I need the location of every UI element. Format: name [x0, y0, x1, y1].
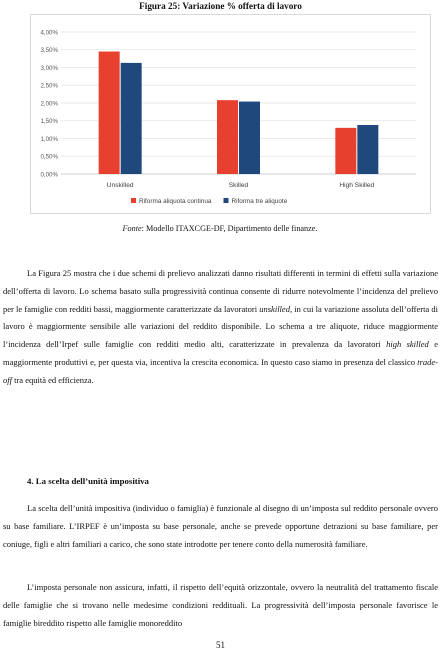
bar	[357, 125, 378, 174]
x-tick-label: High Skilled	[339, 182, 375, 189]
legend-label: Riforma aliquota continua	[139, 198, 212, 205]
paragraph-figure-discussion	[3, 265, 438, 390]
y-tick-label: 0,50%	[40, 153, 58, 161]
bar	[121, 63, 142, 174]
legend-swatch	[131, 198, 136, 203]
legend-swatch	[223, 198, 228, 203]
section-heading: 4. La scelta dell’unità impositiva	[27, 476, 149, 486]
y-tick-label: 2,50%	[40, 82, 58, 90]
bar-chart	[31, 15, 430, 213]
source-label: Fonte	[122, 224, 142, 233]
y-tick-label: 3,00%	[40, 64, 58, 72]
y-tick-label: 3,50%	[40, 47, 58, 55]
y-tick-label: 2,00%	[40, 100, 58, 108]
figure-title: Figura 25: Variazione % offerta di lavoro	[139, 1, 302, 11]
source-text: : Modello ITAXCGE-DF, Dipartimento delle finanze.	[141, 224, 318, 233]
y-tick-label: 1,50%	[40, 118, 58, 126]
bar	[99, 52, 120, 174]
para1-term-unskilled: unskilled	[259, 303, 290, 314]
chart-area	[30, 14, 431, 214]
page-number: 51	[216, 640, 225, 650]
bar	[217, 100, 238, 174]
x-tick-label: Skilled	[228, 182, 249, 189]
bar	[239, 102, 260, 174]
bar	[335, 128, 356, 174]
y-tick-label: 0,00%	[40, 171, 58, 179]
figure-source	[30, 224, 410, 233]
para1-term-trade-off: trade-off	[3, 356, 438, 385]
para1-text-2: , in cui la variazione assoluta dell’offerta di lavoro è maggiormente sensibile alle variazioni del reddito disponibile. Lo schema a tre aliquote, riduce maggiormente l’incidenza dell’Irpef sulle famiglie con redditi medio alti, caratterizzate in prevalenza da lavoratori	[3, 303, 439, 350]
paragraph-unita-impositiva: La scelta dell’unità impositiva (individuo o famiglia) è funzionale al disegno di un’imposta sul reddito personale ovvero su base familiare. L’IRPEF è un’imposta su base personale, anche se prevede opportune detrazioni su base familiare, per coniuge, figli e altri familiari a carico, che sono state introdotte per tenere conto della numerosità familiare.	[3, 503, 438, 549]
x-tick-label: Unskilled	[106, 182, 134, 189]
para1-term-high-skilled: high skilled	[386, 339, 429, 350]
para1-text-4: tra equità ed efficienza.	[11, 374, 94, 385]
para1-text-3: e maggiormente produttivi e, per questa via, incentiva la crescita economica. In questo caso siamo in presenza del classico	[3, 339, 438, 367]
legend-label: Riforma tre aliquote	[231, 198, 288, 205]
paragraph-imposta-personale: L’imposta personale non assicura, infatti, il rispetto dell’equità orizzontale, ovvero la neutralità del trattamento fiscale delle famiglie che si trovano nelle medesime condizioni reddituali. La progressività dell’imposta personale favorisce le famiglie bireddito rispetto alle famiglie monoreddito	[3, 582, 438, 628]
y-tick-label: 1,00%	[40, 135, 58, 143]
para1-text-1: La Figura 25 mostra che i due schemi di prelievo analizzati danno risultati differenti in termini di effetti sulla variazione dell’offerta di lavoro. Lo schema basato sulla progressività continua consente di ridurre notevolmente l’incidenza del prelievo per le famiglie con redditi bassi, maggiormente caratterizzate da lavoratori	[3, 268, 438, 314]
y-tick-label: 4,00%	[40, 29, 58, 37]
